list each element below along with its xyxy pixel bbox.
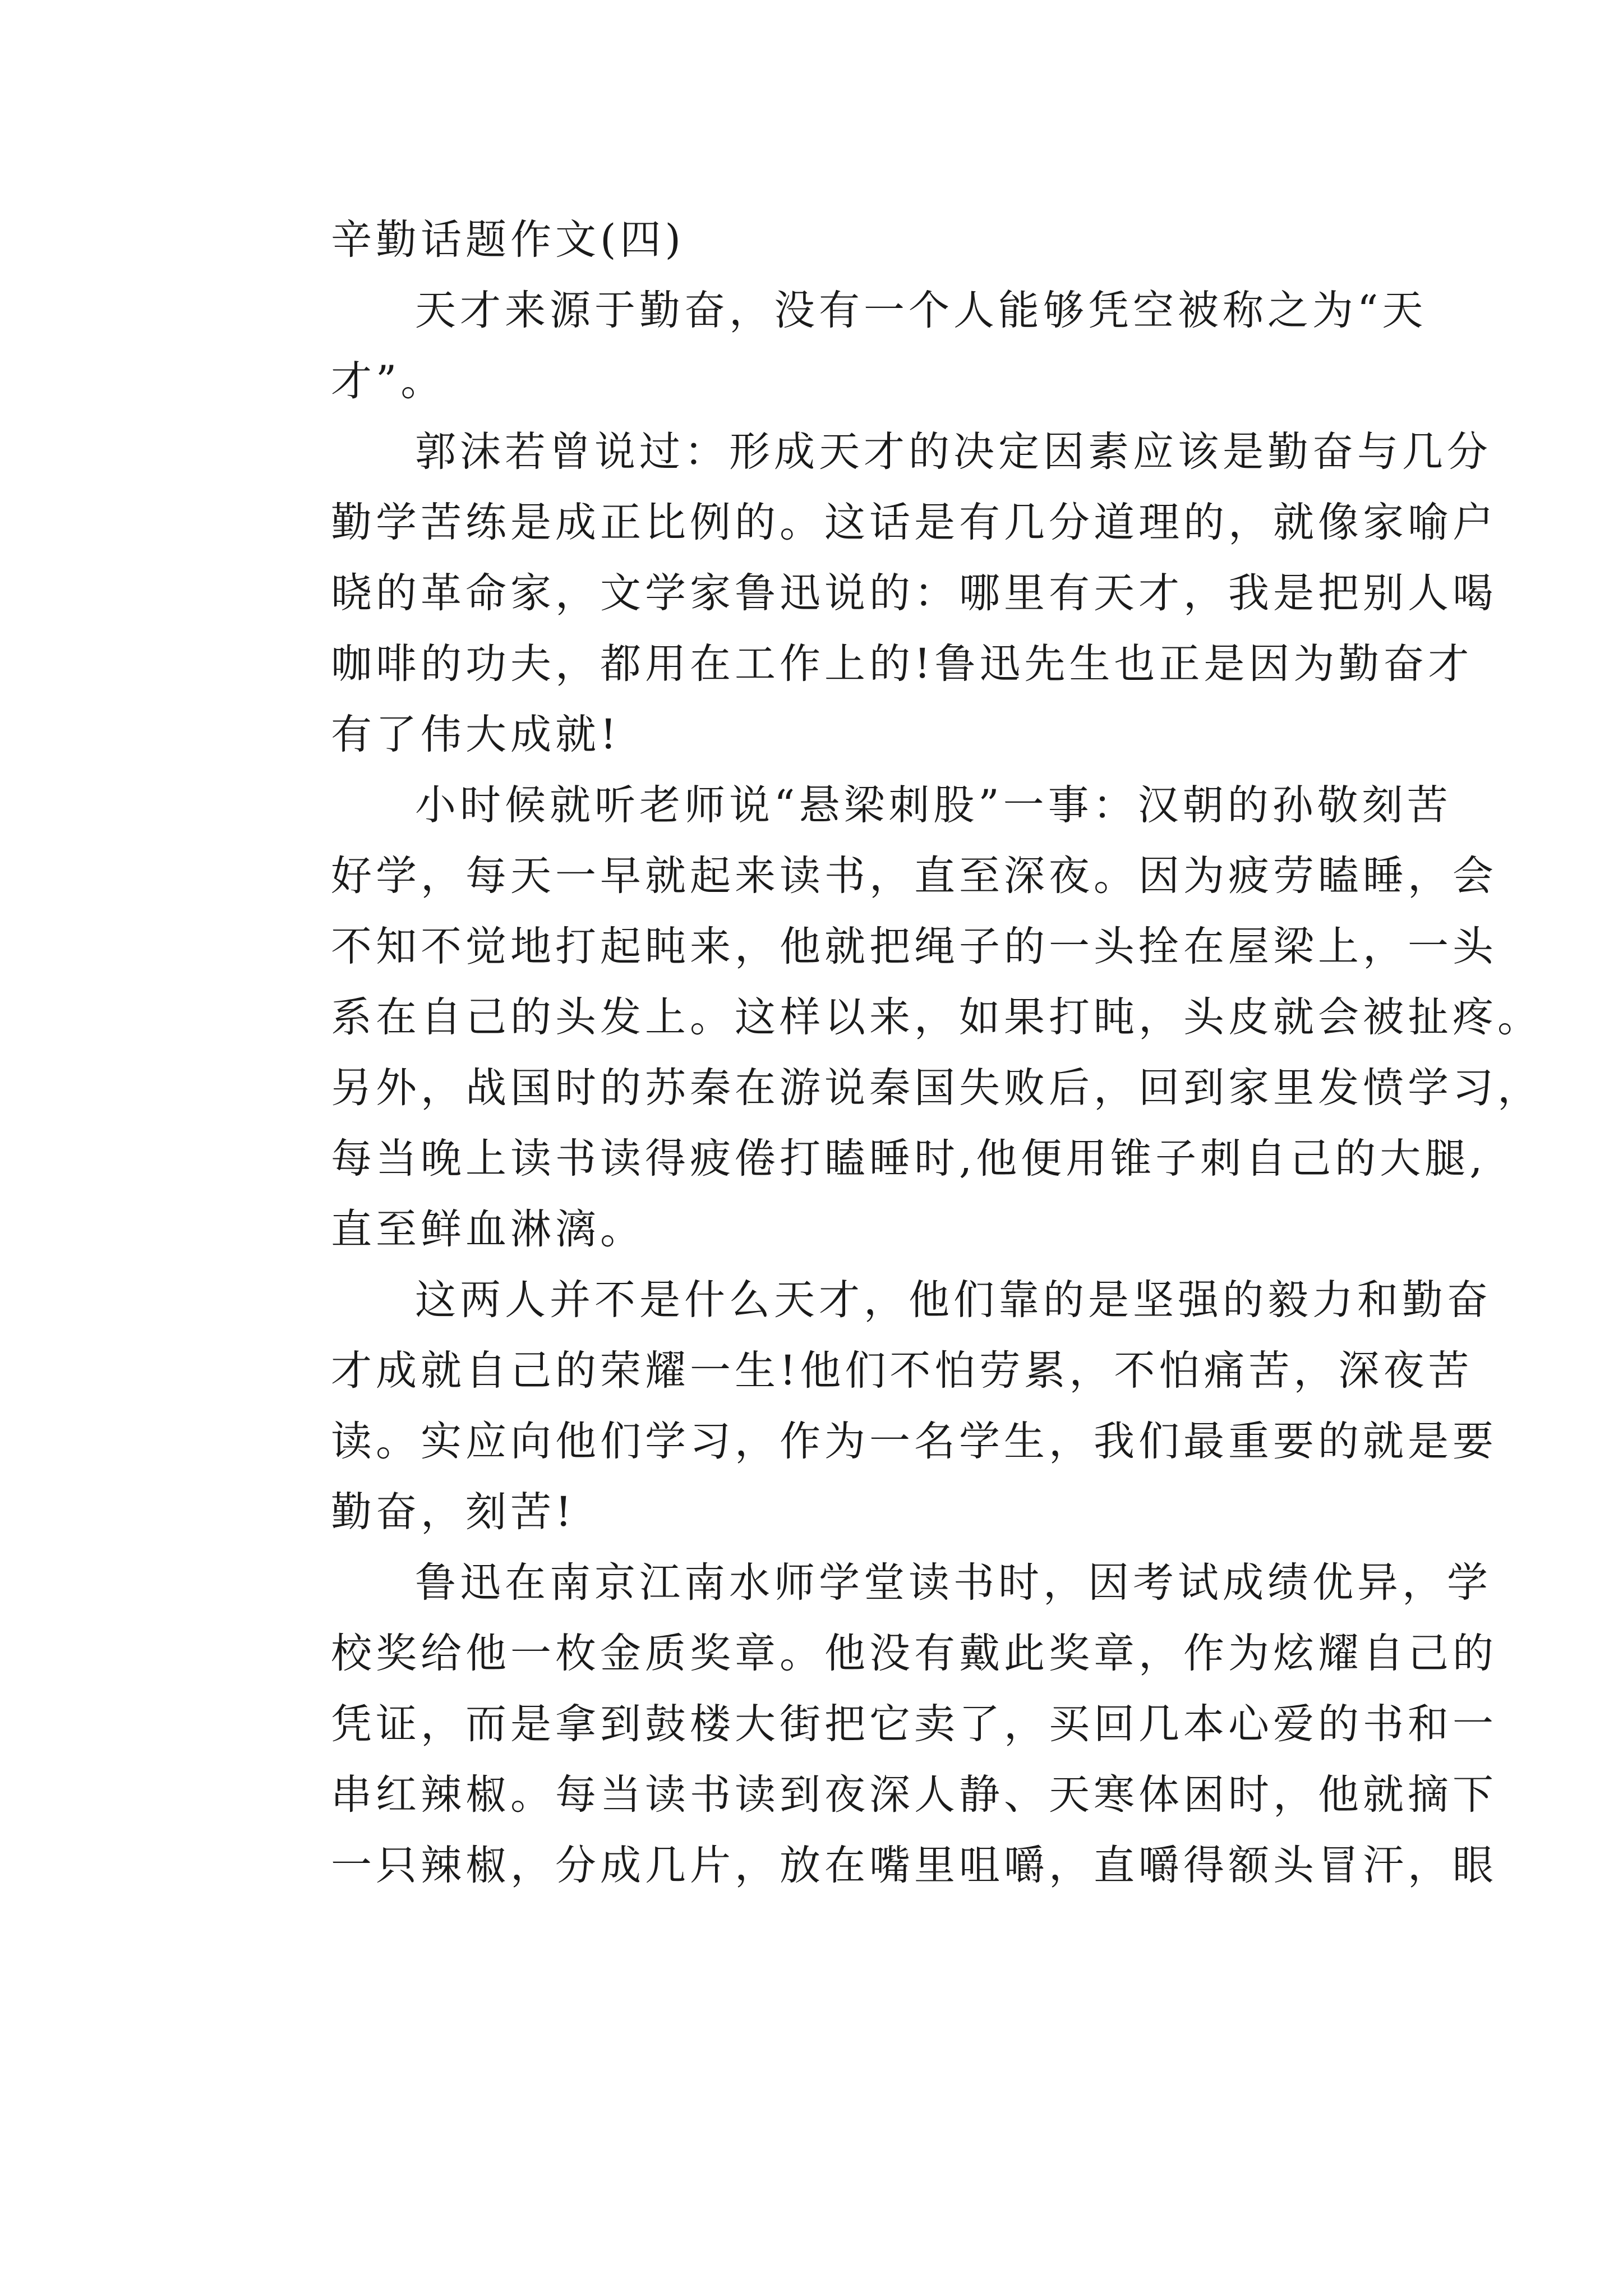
text-line: 勤学苦练是成正比例的。这话是有几分道理的，就像家喻户	[331, 499, 1497, 546]
text-line: 有了伟大成就!	[331, 711, 621, 758]
document-title: 辛勤话题作文(四)	[331, 216, 685, 264]
text-line: 才”。	[331, 357, 446, 405]
text-line: 才成就自己的荣耀一生!他们不怕劳累，不怕痛苦，深夜苦	[331, 1347, 1473, 1395]
text-line: 郭沫若曾说过：形成天才的决定因素应该是勤奋与几分	[415, 428, 1492, 476]
text-line: 咖啡的功夫，都用在工作上的!鲁迅先生也正是因为勤奋才	[331, 640, 1473, 688]
paragraph-5	[247, 1548, 1497, 1901]
paragraph-4	[247, 1265, 1497, 1548]
text-line: 不知不觉地打起盹来，他就把绳子的一头拴在屋梁上，一头	[331, 923, 1497, 970]
text-line: 系在自己的头发上。这样以来，如果打盹，头皮就会被扯疼。	[331, 993, 1542, 1041]
text-line: 每当晚上读书读得疲倦打瞌睡时,他便用锥子刺自己的大腿,	[331, 1135, 1487, 1182]
text-line: 好学，每天一早就起来读书，直至深夜。因为疲劳瞌睡，会	[331, 852, 1497, 900]
paragraph-1	[247, 275, 1427, 417]
text-line: 这两人并不是什么天才，他们靠的是坚强的毅力和勤奋	[415, 1276, 1492, 1324]
text-line: 天才来源于勤奋，没有一个人能够凭空被称之为“天	[415, 287, 1427, 334]
text-line: 晓的革命家，文学家鲁迅说的：哪里有天才，我是把别人喝	[331, 569, 1497, 617]
text-line: 另外，战国时的苏秦在游说秦国失败后，回到家里发愤学习，	[331, 1064, 1542, 1112]
text-line: 读。实应向他们学习，作为一名学生，我们最重要的就是要	[331, 1418, 1497, 1465]
paragraph-3	[247, 770, 1542, 1265]
text-line: 鲁迅在南京江南水师学堂读书时，因考试成绩优异，学	[415, 1559, 1492, 1607]
text-line: 小时候就听老师说“悬梁刺股”一事：汉朝的孙敬刻苦	[415, 781, 1452, 829]
text-line: 凭证，而是拿到鼓楼大街把它卖了，买回几本心爱的书和一	[331, 1700, 1497, 1748]
text-line: 直至鲜血淋漓。	[331, 1205, 645, 1253]
text-line: 勤奋，刻苦!	[331, 1488, 576, 1536]
text-line: 串红辣椒。每当读书读到夜深人静、天寒体困时，他就摘下	[331, 1771, 1497, 1819]
paragraph-2	[247, 417, 1497, 770]
text-line: 一只辣椒，分成几片，放在嘴里咀嚼，直嚼得额头冒汗，眼	[331, 1842, 1497, 1889]
text-line: 校奖给他一枚金质奖章。他没有戴此奖章，作为炫耀自己的	[331, 1630, 1497, 1677]
document-body	[247, 205, 1542, 1901]
